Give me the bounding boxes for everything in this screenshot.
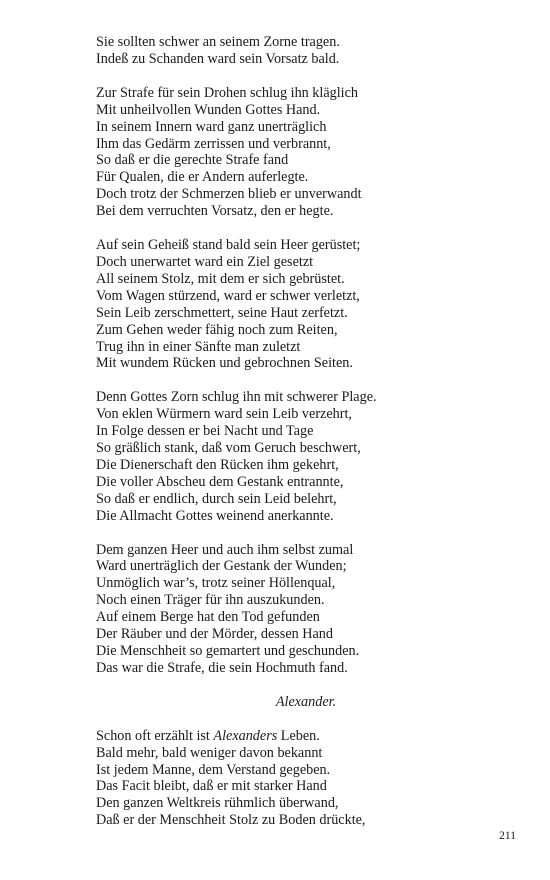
stanza-4 — [96, 389, 516, 524]
verse-line: Denn Gottes Zorn schlug ihn mit schwerer Plage. — [96, 389, 377, 406]
stanza-6 — [96, 728, 516, 829]
verse-line: In Folge dessen er bei Nacht und Tage — [96, 423, 314, 440]
verse-text: Schon oft erzählt ist — [96, 727, 214, 744]
verse-line: Bald mehr, bald weniger davon bekannt — [96, 744, 323, 761]
verse-line: Indeß zu Schanden ward sein Vorsatz bald. — [96, 50, 340, 67]
verse-text: Leben. — [277, 727, 320, 744]
verse-line: Dem ganzen Heer und auch ihm selbst zumal — [96, 541, 354, 558]
verse-line: Bei dem verruchten Vorsatz, den er hegte. — [96, 203, 334, 220]
verse-line: Doch unerwartet ward ein Ziel gesetzt — [96, 253, 314, 270]
verse-line: Noch einen Träger für ihn auszukunden. — [96, 592, 325, 609]
verse-line: Das Facit bleibt, daß er mit starker Hand — [96, 778, 327, 795]
verse-line: Den ganzen Weltkreis rühmlich überwand, — [96, 795, 339, 812]
section-heading: Alexander. — [275, 693, 337, 710]
verse-line: Ist jedem Manne, dem Verstand gegeben. — [96, 761, 331, 778]
verse-line: Die Menschheit so gemartert und geschunden. — [96, 643, 360, 659]
verse-line: Sein Leib zerschmettert, seine Haut zerfetzt. — [96, 304, 348, 321]
verse-line: Sie sollten schwer an seinem Zorne tragen. — [96, 34, 340, 50]
verse-line: All seinem Stolz, mit dem er sich gebrüstet. — [96, 270, 345, 287]
verse-line: Von eklen Würmern ward sein Leib verzehrt, — [96, 406, 352, 423]
verse-line-mixed — [96, 728, 516, 745]
verse-line: Das war die Strafe, die sein Hochmuth fand. — [96, 659, 348, 676]
verse-line: Für Qualen, die er Andern auferlegte. — [96, 169, 309, 186]
verse-line: Die Allmacht Gottes weinend anerkannte. — [96, 507, 334, 524]
verse-line: Zum Gehen weder fähig noch zum Reiten, — [96, 321, 338, 338]
verse-line: In seinem Innern ward ganz unerträglich — [96, 118, 327, 135]
verse-line: Trug ihn in einer Sänfte man zuletzt — [96, 338, 301, 355]
verse-line: So daß er endlich, durch sein Leid belehrt, — [96, 490, 337, 507]
verse-line: Doch trotz der Schmerzen blieb er unverwandt — [96, 186, 362, 203]
verse-line: Die Dienerschaft den Rücken ihm gekehrt, — [96, 456, 339, 473]
verse-line: Mit wundem Rücken und gebrochnen Seiten. — [96, 355, 353, 372]
verse-line: Ward unerträglich der Gestank der Wunden; — [96, 558, 347, 575]
page-number: 211 — [499, 830, 516, 842]
emphasized-name: Alexanders — [213, 727, 278, 744]
verse-line: Unmöglich war’s, trotz seiner Höllenqual, — [96, 575, 336, 592]
verse-line: Auf einem Berge hat den Tod gefunden — [96, 609, 320, 626]
stanza-5 — [96, 542, 516, 677]
verse-line: Zur Strafe für sein Drohen schlug ihn kläglich — [96, 84, 359, 101]
stanza-2 — [96, 85, 516, 220]
verse-line: Der Räuber und der Mörder, dessen Hand — [96, 626, 333, 643]
poem-page — [96, 34, 516, 846]
verse-line: Mit unheilvollen Wunden Gottes Hand. — [96, 101, 321, 118]
verse-line: So daß er die gerechte Strafe fand — [96, 152, 289, 169]
verse-line: Daß er der Menschheit Stolz zu Boden drückte, — [96, 812, 366, 829]
verse-line: Vom Wagen stürzend, ward er schwer verletzt, — [96, 287, 360, 304]
verse-line: So gräßlich stank, daß vom Geruch beschwert, — [96, 440, 361, 457]
verse-line: Ihm das Gedärm zerrissen und verbrannt, — [96, 135, 331, 152]
stanza-3 — [96, 237, 516, 372]
stanza-1 — [96, 34, 516, 68]
verse-line: Auf sein Geheiß stand bald sein Heer gerüstet; — [96, 237, 361, 254]
verse-line: Die voller Abscheu dem Gestank entrannte, — [96, 473, 344, 490]
